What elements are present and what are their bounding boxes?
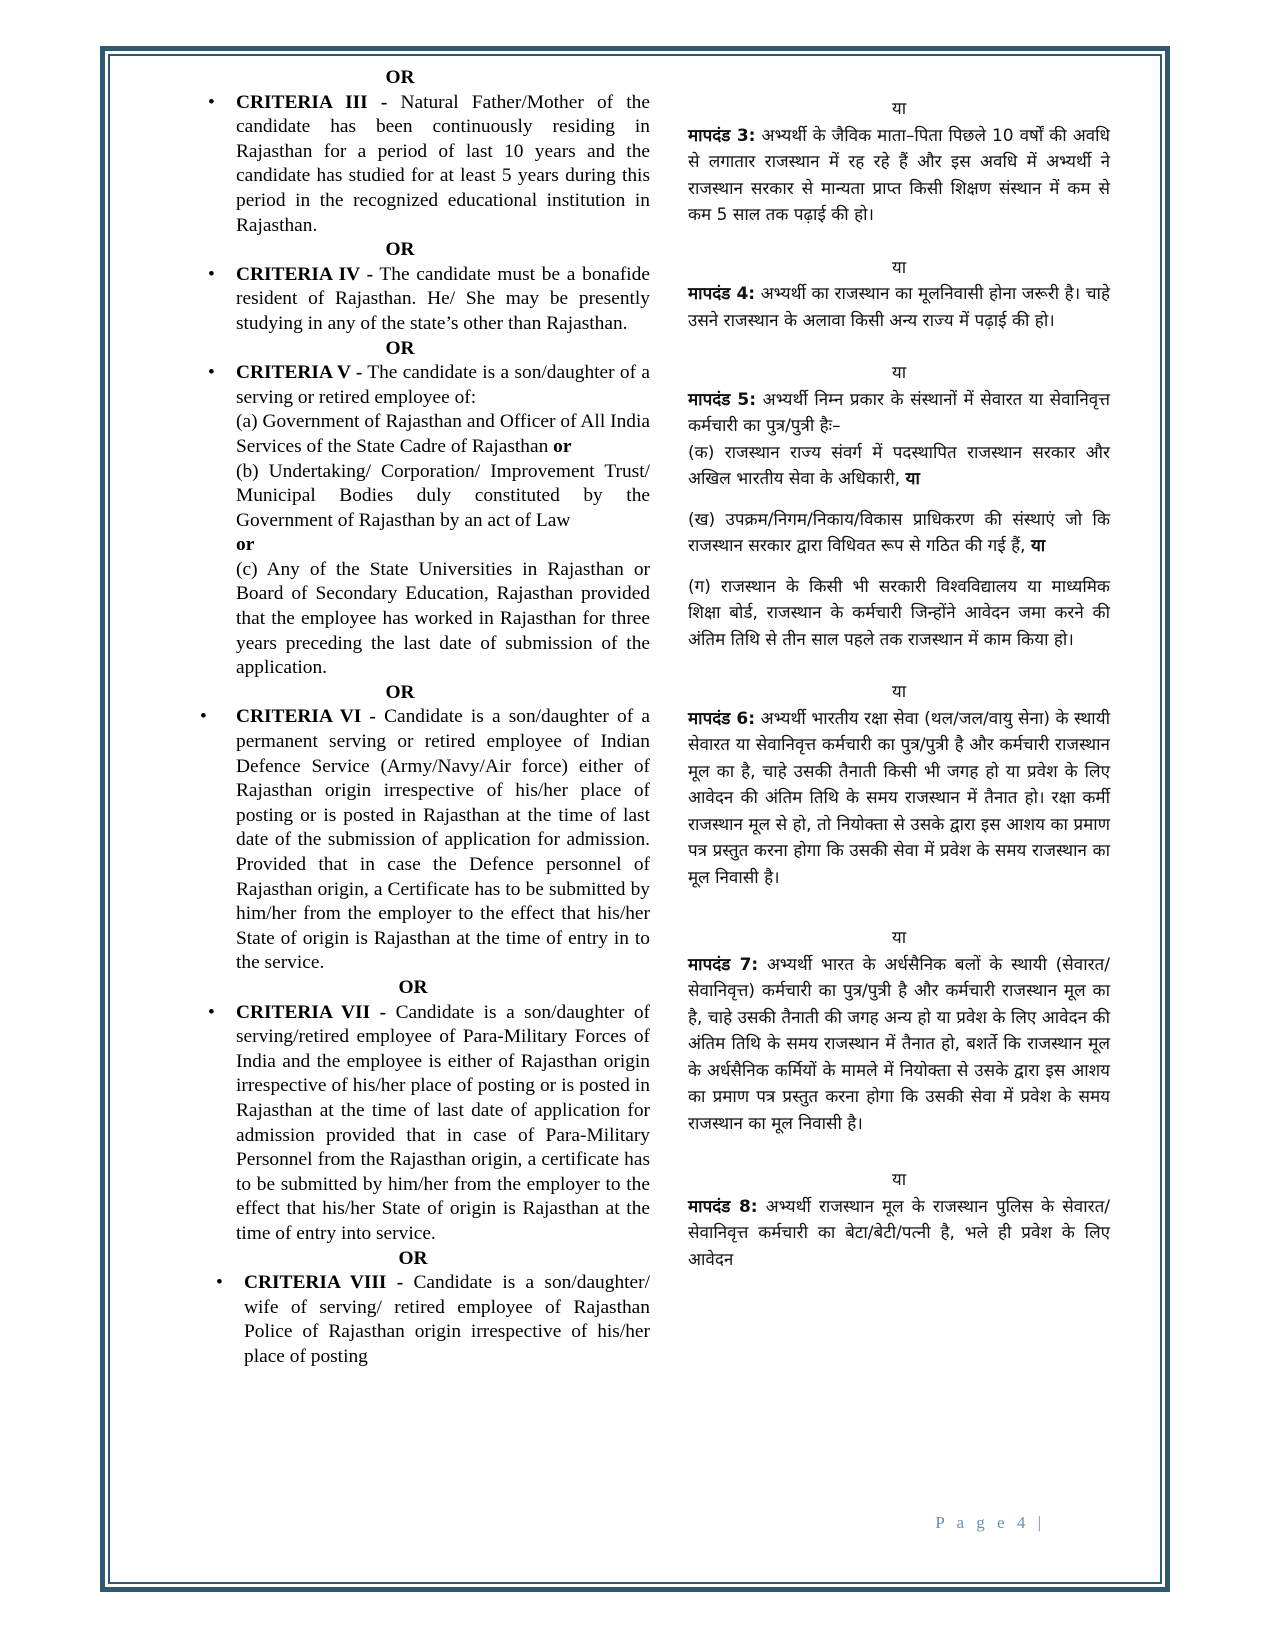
- criteria-label: CRITERIA IV -: [236, 263, 374, 285]
- mapdand-5-kha: (ख) उपक्रम/निगम/निकाय/विकास प्राधिकरण की संस्थाएं जो कि राजस्थान सरकार द्वारा विधिवत रूप से गठित की गई हैं, या: [688, 509, 1110, 556]
- criteria-label: CRITERIA III -: [236, 91, 388, 113]
- criteria-4: [150, 263, 650, 337]
- hindi-column: [688, 96, 1110, 1273]
- criteria-3: [150, 91, 650, 239]
- criteria-7: [150, 1001, 650, 1247]
- ya-separator: या: [891, 363, 907, 383]
- ya-separator: या: [891, 1170, 907, 1190]
- or-separator: OR: [385, 681, 415, 703]
- or-separator: OR: [385, 337, 415, 359]
- mapdand-7: मापदंड 7: अभ्यर्थी भारत के अर्धसैनिक बलों के स्थायी (सेवारत/सेवानिवृत्त) कर्मचारी का पुत्र/पुत्री है और कर्मचारी राजस्थान मूल का है, चाहे उसकी तैनाती की जगह अन्य हो या प्रवेश के लिए आवेदन की अंतिम तिथि के समय राजस्थान में तैनात हो, बशर्ते कि राजस्थान मूल के अर्धसैनिक कर्मियों के मामले में नियोक्ता से उसके द्वारा इस आशय का प्रमाण पत्र प्रस्तुत करना होगा कि उसकी सेवा में प्रवेश के समय राजस्थान का मूल निवासी है।: [688, 954, 1110, 1134]
- ya-separator: या: [891, 257, 907, 278]
- criteria-text: The candidate is a son/daughter of a serving or retired employee of:: [236, 362, 650, 408]
- criteria-text: Candidate is a son/daughter/ wife of serving/ retired employee of Rajasthan Police of Rajasthan origin irrespective of his/her place of posting: [244, 1272, 650, 1367]
- criteria-5-b: (b) Undertaking/ Corporation/ Improvement Trust/ Municipal Bodies duly constituted by the Government of Rajasthan by an act of Law or: [236, 460, 650, 556]
- mapdand-4: मापदंड 4: अभ्यर्थी का राजस्थान का मूलनिवासी होना जरूरी है। चाहे उसने राजस्थान के अलावा किसी अन्य राज्य में पढ़ाई की हो।: [688, 284, 1110, 331]
- criteria-6: [150, 705, 650, 976]
- criteria-5-c: (c) Any of the State Universities in Rajasthan or Board of Secondary Education, Rajasthan provided that the employee has worked in Rajasthan for three years preceding the last date of submission of the application.: [236, 558, 650, 679]
- criteria-label: CRITERIA VIII -: [244, 1272, 404, 1294]
- page-number: P a g e 4 |: [935, 1513, 1045, 1532]
- ya-separator: या: [891, 928, 907, 948]
- english-column: [150, 66, 650, 1369]
- mapdand-8: मापदंड 8: अभ्यर्थी राजस्थान मूल के राजस्थान पुलिस के सेवारत/सेवानिवृत्त कर्मचारी का बेटा/बेटी/पत्नी है, भले ही प्रवेश के लिए आवेदन: [688, 1196, 1110, 1270]
- criteria-5: [150, 361, 650, 681]
- criteria-5-a: (a) Government of Rajasthan and Officer of All India Services of the State Cadre of Rajasthan or: [236, 411, 650, 457]
- or-separator: OR: [385, 239, 415, 261]
- mapdand-5-ga: (ग) राजस्थान के किसी भी सरकारी विश्वविद्यालय या माध्यमिक शिक्षा बोर्ड, राजस्थान के कर्मचारी जिन्होंने आवेदन जमा करने की अंतिम तिथि से तीन साल पहले तक राजस्थान में काम किया हो।: [688, 576, 1110, 650]
- criteria-label: CRITERIA V -: [236, 362, 363, 384]
- or-separator: OR: [398, 976, 428, 998]
- criteria-text: Candidate is a son/daughter of a permanent serving or retired employee of Indian Defence Service (Army/Navy/Air force) either of Rajasthan origin irrespective of his/her place of posting or is posted in Rajasthan at the time of last date of the submission of application for admission. Provided that in case the Defence personnel of Rajasthan origin, a Certificate has to be submitted by him/her from the employer to the effect that his/her State of origin is Rajasthan at the time of entry in to the service.: [236, 706, 650, 974]
- mapdand-5: मापदंड 5: अभ्यर्थी निम्न प्रकार के संस्थानों में सेवारत या सेवानिवृत्त कर्मचारी का पुत्र/पुत्री हैः–: [688, 389, 1110, 436]
- criteria-8: [150, 1271, 650, 1369]
- criteria-text: The candidate must be a bonafide resident of Rajasthan. He/ She may be presently studying in any of the state’s other than Rajasthan.: [236, 263, 650, 334]
- ya-separator: या: [891, 99, 907, 119]
- criteria-label: CRITERIA VII -: [236, 1001, 387, 1023]
- mapdand-5-ka: (क) राजस्थान राज्य संवर्ग में पदस्थापित राजस्थान सरकार और अखिल भारतीय सेवा के अधिकारी, या: [688, 442, 1110, 489]
- or-separator: OR: [385, 67, 415, 88]
- criteria-label: CRITERIA VI -: [236, 706, 376, 728]
- or-separator: OR: [398, 1247, 428, 1269]
- criteria-text: Candidate is a son/daughter of serving/retired employee of Para-Military Forces of India and the employee is either of Rajasthan origin irrespective of his/her place of posting or is posted in Rajasthan at the time of last date of application for admission provided that in case of Para-Military Personnel from the Rajasthan origin, a certificate has to be submitted by him/her from the employer to the effect that his/her State of origin is Rajasthan at the time of entry into service.: [236, 1001, 650, 1244]
- mapdand-6: मापदंड 6: अभ्यर्थी भारतीय रक्षा सेवा (थल/जल/वायु सेना) के स्थायी सेवारत या सेवानिवृत्त कर्मचारी का पुत्र/पुत्री है और कर्मचारी राजस्थान मूल का है, चाहे उसकी तैनाती किसी भी जगह हो या प्रवेश के लिए आवेदन की अंतिम तिथि के समय राजस्थान में तैनात हो। रक्षा कर्मी राजस्थान मूल से हो, तो नियोक्ता से उसके द्वारा इस आशय का प्रमाण पत्र प्रस्तुत करना होगा कि उसकी सेवा में प्रवेश के समय राजस्थान का मूल निवासी है।: [688, 708, 1110, 888]
- mapdand-3: मापदंड 3: अभ्यर्थी के जैविक माता–पिता पिछले 10 वर्षों की अवधि से लगातार राजस्थान में रह रहे हैं और इस अवधि में अभ्यर्थी ने राजस्थान सरकार से मान्यता प्राप्त किसी शिक्षण संस्थान में कम से कम 5 साल तक पढ़ाई की हो।: [688, 125, 1110, 225]
- criteria-text: Natural Father/Mother of the candidate has been continuously residing in Rajasthan for a period of last 10 years and the candidate has studied for at least 5 years during this period in the recognized educational institution in Rajasthan.: [236, 91, 650, 236]
- ya-separator: या: [891, 682, 907, 702]
